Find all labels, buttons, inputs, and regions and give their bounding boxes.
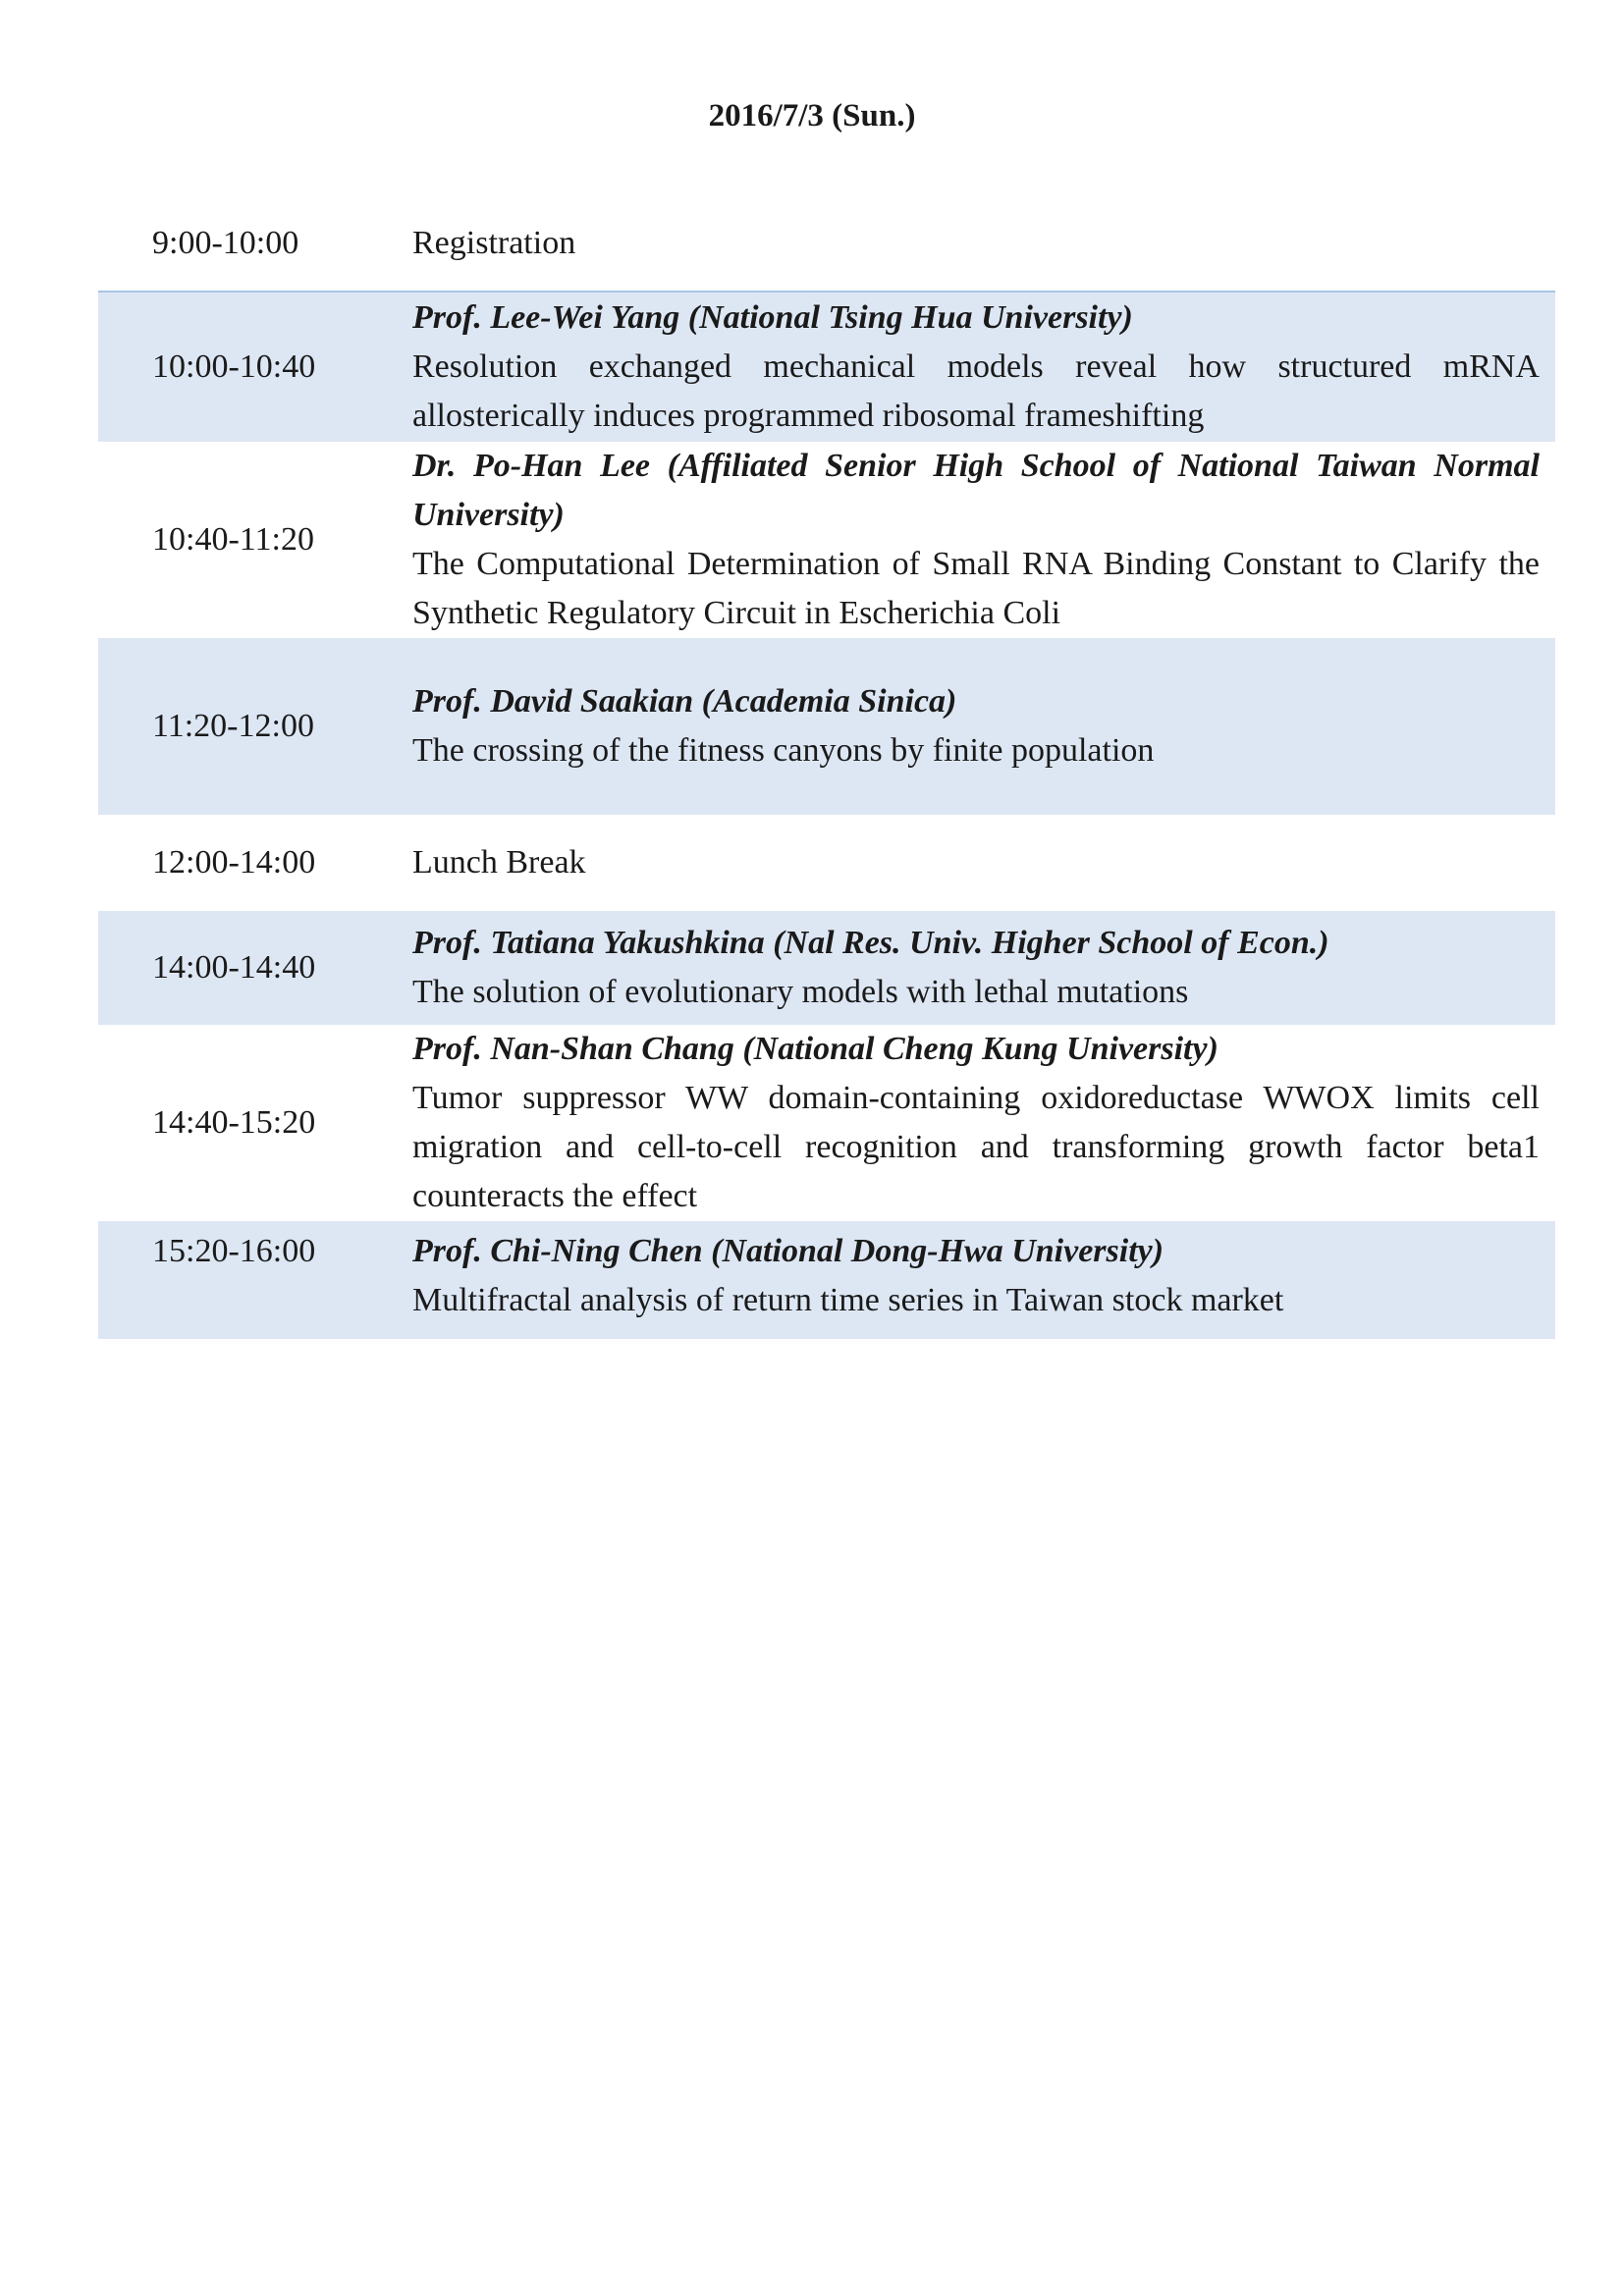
- schedule-row: [98, 911, 1555, 1025]
- page-title: 2016/7/3 (Sun.): [708, 98, 916, 133]
- talk-title: Tumor suppressor WW domain-containing oxidoreductase WWOX limits cell migration and cell-to-cell recognition and transforming growth factor beta1 counteracts the effect: [412, 1080, 1540, 1214]
- session-content: [412, 294, 1555, 441]
- schedule-row-registration: [98, 196, 1555, 293]
- talk-title: Multifractal analysis of return time series in Taiwan stock market: [412, 1282, 1284, 1318]
- speaker-name: Prof. David Saakian (Academia Sinica): [412, 683, 957, 720]
- schedule-row: [98, 1025, 1555, 1221]
- speaker-name: Prof. Nan-Shan Chang (National Cheng Kung University): [412, 1031, 1218, 1067]
- session-title: Registration: [412, 225, 576, 261]
- time-slot: 14:00-14:40: [152, 949, 316, 986]
- session-content: [412, 1227, 1555, 1325]
- speaker-name: Prof. Lee-Wei Yang (National Tsing Hua University): [412, 299, 1133, 336]
- talk-title: Resolution exchanged mechanical models reveal how structured mRNA allosterically induces programmed ribosomal frameshifting: [412, 348, 1540, 434]
- time-slot: 14:40-15:20: [152, 1104, 316, 1141]
- time-slot: 9:00-10:00: [152, 225, 299, 261]
- time-slot: 15:20-16:00: [152, 1233, 316, 1269]
- schedule-row: [98, 442, 1555, 638]
- time-slot: 12:00-14:00: [152, 844, 316, 881]
- session-content: [412, 838, 1555, 887]
- time-slot: 11:20-12:00: [152, 708, 314, 744]
- schedule-row: [98, 293, 1555, 442]
- speaker-name: Prof. Tatiana Yakushkina (Nal Res. Univ. Higher School of Econ.): [412, 925, 1329, 961]
- session-content: [412, 1025, 1555, 1221]
- talk-title: The Computational Determination of Small RNA Binding Constant to Clarify the Synthetic Regulatory Circuit in Escherichia Coli: [412, 546, 1540, 631]
- schedule-table: [98, 196, 1555, 1339]
- schedule-row: [98, 1221, 1555, 1339]
- time-slot: 10:40-11:20: [152, 521, 314, 558]
- session-title: Lunch Break: [412, 844, 586, 881]
- schedule-row-lunch: [98, 815, 1555, 911]
- session-content: [412, 919, 1555, 1017]
- talk-title: The solution of evolutionary models with lethal mutations: [412, 974, 1189, 1010]
- session-content: [412, 219, 1555, 268]
- speaker-name: Prof. Chi-Ning Chen (National Dong-Hwa University): [412, 1233, 1164, 1269]
- session-content: [412, 442, 1555, 638]
- schedule-row: [98, 638, 1555, 815]
- speaker-name: Dr. Po-Han Lee (Affiliated Senior High School of National Taiwan Normal University): [412, 448, 1540, 533]
- session-content: [412, 677, 1555, 775]
- time-slot: 10:00-10:40: [152, 348, 316, 385]
- talk-title: The crossing of the fitness canyons by finite population: [412, 732, 1155, 769]
